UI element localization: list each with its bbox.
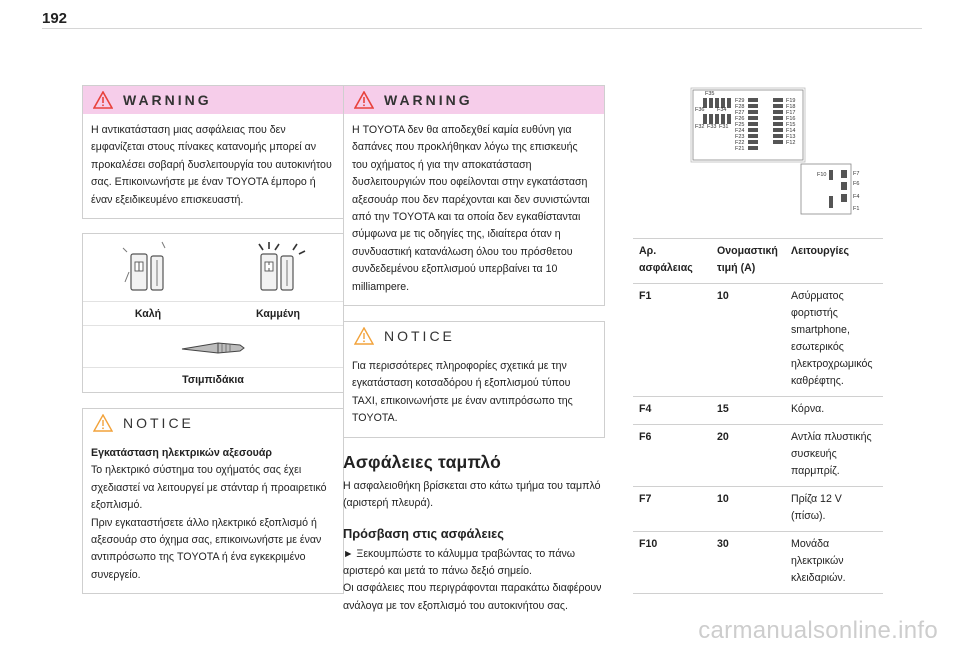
notice-box bbox=[82, 408, 344, 594]
table-row bbox=[633, 532, 883, 594]
warning-text-2: Η TOYOTA δεν θα αποδεχθεί καμία ευθύνη για δαπάνες που προκλήθηκαν λόγω της επισκευής του οχήματος ή για την αποκατάσταση δυσλειτουργιών που οφείλονται στην εγκατάσταση αξεσουάρ που δεν παρέχονται και δεν συνιστώνται από την TOYOTA και τα οποία δεν εγκαθίστανται σύμφωνα με τις οδηγίες της, ιδιαίτερα όταν η συνδυαστική κατανάλωση όλου του πρόσθετου συνδεδεμένου εξοπλισμού υπερβαίνει τα 10 milliampere. bbox=[352, 124, 590, 293]
diagram-label: F4 bbox=[853, 194, 860, 200]
diagram-label: F21 bbox=[735, 146, 745, 152]
fuse-table bbox=[633, 238, 883, 594]
section-text: Η ασφαλειοθήκη βρίσκεται στο κάτω τμήμα του ταμπλό (αριστερή πλευρά). bbox=[343, 479, 601, 510]
diagram-label: F25 bbox=[735, 122, 745, 128]
burnt-fuse-image bbox=[213, 234, 343, 301]
table-header-value: Ονομαστική τιμή (A) bbox=[717, 245, 778, 274]
diagram-label: F19 bbox=[786, 98, 796, 104]
burnt-fuse-icon bbox=[243, 238, 313, 298]
notice-heading: Εγκατάσταση ηλεκτρικών αξεσουάρ bbox=[91, 447, 272, 460]
fuse-function: Κόρνα. bbox=[791, 403, 825, 415]
tongs-icon bbox=[178, 335, 248, 359]
notice-triangle-icon bbox=[354, 327, 374, 345]
notice-header bbox=[83, 409, 343, 437]
access-subtitle: Πρόσβαση στις ασφάλειες bbox=[343, 525, 504, 541]
tongs-label: Τσιμπιδάκια bbox=[182, 374, 244, 387]
diagram-label: F7 bbox=[853, 171, 860, 177]
diagram-label: F32 bbox=[695, 124, 705, 130]
diagram-label: F31 bbox=[719, 124, 729, 130]
diagram-label: F27 bbox=[735, 110, 745, 116]
diagram-label: F33 bbox=[707, 124, 717, 130]
fuse-number: F10 bbox=[639, 538, 658, 550]
burnt-fuse-label: Καμμένη bbox=[255, 307, 301, 320]
diagram-label: F6 bbox=[853, 181, 860, 187]
warning-title-2: WARNING bbox=[384, 92, 473, 108]
diagram-label: F15 bbox=[786, 122, 796, 128]
warning-header-2 bbox=[344, 86, 604, 114]
good-fuse-icon bbox=[113, 238, 183, 298]
fuse-rating: 15 bbox=[717, 403, 729, 415]
warning-title: WARNING bbox=[123, 92, 212, 108]
warning-triangle-icon bbox=[354, 91, 374, 109]
notice-text-2: Για περισσότερες πληροφορίες σχετικά με την εγκατάσταση κοτσαδόρου ή εξοπλισμού τύπου TAXI, επικοινωνήστε με έναν αντιπρόσωπο της TOYOTA. bbox=[352, 360, 573, 425]
diagram-label: F36 bbox=[695, 107, 705, 113]
diagram-label: F18 bbox=[786, 104, 796, 110]
fuse-box-diagram-svg bbox=[633, 84, 883, 224]
fuse-function: Πρίζα 12 V (πίσω). bbox=[791, 493, 842, 522]
diagram-label: F23 bbox=[735, 134, 745, 140]
notice-text-2: Πριν εγκαταστήσετε άλλο ηλεκτρικό εξοπλισμό ή αξεσουάρ στο όχημα σας, επικοινωνήστε με έναν αντιπρόσωπο της TOYOTA ή ένα εγκεκριμένο συνεργείο. bbox=[91, 516, 322, 581]
fuse-number: F7 bbox=[639, 493, 652, 505]
diagram-label: F24 bbox=[735, 128, 745, 134]
tongs-image bbox=[83, 326, 343, 368]
diagram-label: F26 bbox=[735, 116, 745, 122]
notice-text-1: Το ηλεκτρικό σύστημα του οχήματός σας έχει σχεδιαστεί να λειτουργεί με στάνταρ ή προαιρετικό εξοπλισμό. bbox=[91, 464, 327, 512]
good-fuse-label: Καλή bbox=[134, 307, 162, 320]
table-row bbox=[633, 425, 883, 487]
diagram-label: F14 bbox=[786, 128, 796, 134]
fuse-rating: 30 bbox=[717, 538, 729, 550]
page-number: 192 bbox=[42, 10, 68, 27]
fuse-number: F6 bbox=[639, 431, 652, 443]
notice-title-2: NOTICE bbox=[384, 328, 455, 345]
table-row bbox=[633, 397, 883, 425]
diagram-label: F1 bbox=[853, 206, 860, 212]
notice-box-2 bbox=[343, 321, 605, 438]
diagram-label: F17 bbox=[786, 110, 796, 116]
table-row bbox=[633, 284, 883, 397]
notice-triangle-icon bbox=[93, 414, 113, 432]
section-title: Ασφάλειες ταμπλό bbox=[343, 451, 501, 472]
warning-box bbox=[82, 85, 344, 219]
access-text-2: Οι ασφάλειες που περιγράφονται παρακάτω διαφέρουν ανάλογα με τον εξοπλισμό του αυτοκινήτου σας. bbox=[343, 582, 602, 612]
diagram-label: F16 bbox=[786, 116, 796, 122]
table-row bbox=[633, 487, 883, 532]
fuse-rating: 10 bbox=[717, 493, 729, 505]
notice-title: NOTICE bbox=[123, 415, 194, 432]
diagram-label: F10 bbox=[817, 172, 827, 178]
column-3 bbox=[633, 84, 883, 594]
column-2 bbox=[343, 85, 605, 615]
watermark: carmanualsonline.info bbox=[698, 617, 938, 644]
fuse-number: F4 bbox=[639, 403, 652, 415]
diagram-label: F28 bbox=[735, 104, 745, 110]
diagram-label: F12 bbox=[786, 140, 796, 146]
diagram-label: F29 bbox=[735, 98, 745, 104]
warning-header bbox=[83, 86, 343, 114]
table-header-number: Αρ. ασφάλειας bbox=[639, 245, 693, 274]
fuse-function: Ασύρματος φορτιστής smartphone, εσωτερικός ηλεκτροχρωμικός καθρέφτης. bbox=[791, 290, 873, 387]
column-1 bbox=[82, 85, 344, 594]
access-text: ► Ξεκουμπώστε το κάλυμμα τραβώντας το πάνω αριστερό και μετά το πάνω δεξιό σημείο. bbox=[343, 547, 576, 577]
fuse-illustrations bbox=[82, 233, 344, 393]
diagram-label: F35 bbox=[705, 91, 715, 97]
top-divider bbox=[42, 28, 922, 29]
warning-text: Η αντικατάσταση μιας ασφάλειας που δεν εμφανίζεται στους πίνακες κατανομής μπορεί αν προκαλέσει σοβαρή δυσλειτουργία του αυτοκινήτου σας. Επικοινωνήστε με έναν TOYOTA έμπορο ή έναν εξειδικευμένο επισκευαστή. bbox=[91, 124, 332, 206]
diagram-label: F34 bbox=[717, 107, 727, 113]
fuse-rating: 20 bbox=[717, 431, 729, 443]
warning-box-2 bbox=[343, 85, 605, 306]
good-fuse-image bbox=[83, 234, 213, 301]
warning-triangle-icon bbox=[93, 91, 113, 109]
notice-header-2 bbox=[344, 322, 604, 350]
table-header-function: Λειτουργίες bbox=[791, 245, 850, 257]
fuse-function: Αντλία πλυστικής συσκευής παρμπρίζ. bbox=[791, 431, 872, 477]
fuse-box-diagram bbox=[633, 84, 883, 224]
fuse-number: F1 bbox=[639, 290, 652, 302]
diagram-label: F22 bbox=[735, 140, 745, 146]
fuse-function: Μονάδα ηλεκτρικών κλειδαριών. bbox=[791, 538, 846, 584]
diagram-label: F13 bbox=[786, 134, 796, 140]
fuse-rating: 10 bbox=[717, 290, 729, 302]
